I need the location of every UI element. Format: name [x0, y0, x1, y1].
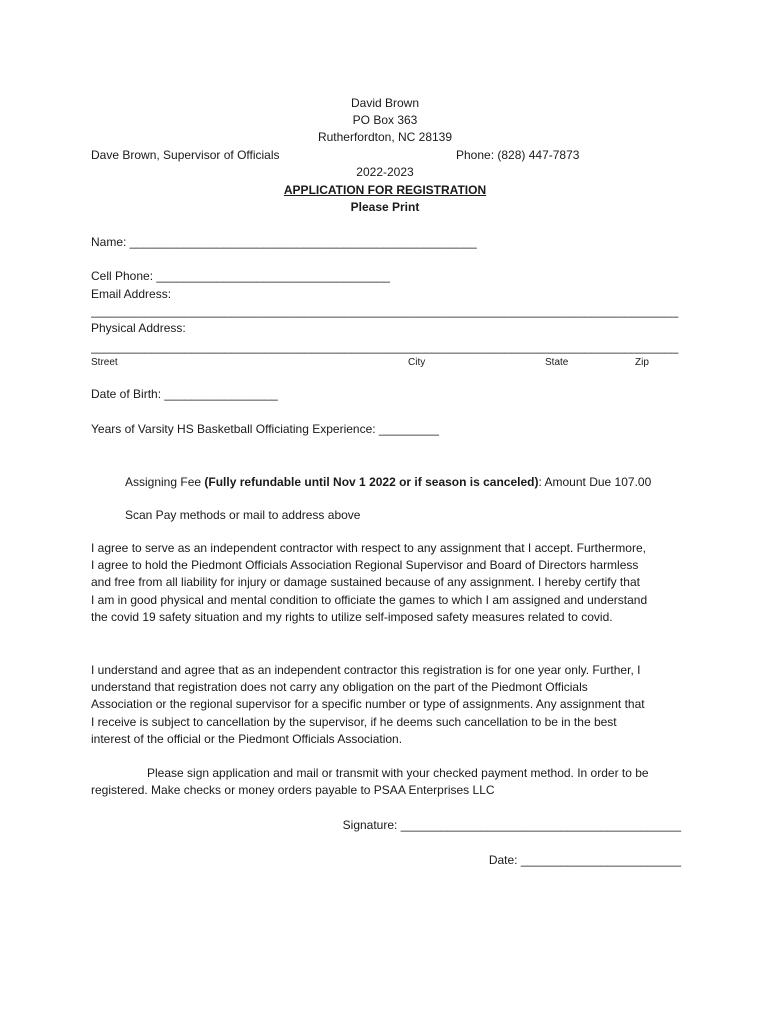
- date-field[interactable]: Date: ________________________: [488, 853, 681, 867]
- experience-field[interactable]: Years of Varsity HS Basketball Officiating Experience: _________: [91, 422, 439, 436]
- instructions-line-2: registered. Make checks or money orders payable to PSAA Enterprises LLC: [91, 783, 495, 797]
- cell-phone-field[interactable]: Cell Phone: ___________________________________: [91, 269, 390, 283]
- paragraph-line: I understand and agree that as an independent contractor this registration is for one year only. Further, I: [91, 663, 641, 677]
- zip-caption: Zip: [635, 357, 649, 368]
- signature-field[interactable]: Signature: __________________________________________: [342, 818, 681, 832]
- fee-prefix: Assigning Fee: [125, 475, 205, 489]
- assigning-fee-line: [125, 475, 651, 490]
- header-address-line2: Rutherfordton, NC 28139: [317, 130, 453, 144]
- paragraph-line: I receive is subject to cancellation by the supervisor, if he deems such cancellation to be in the best: [91, 714, 617, 729]
- paragraph-line: the covid 19 safety situation and my rights to utilize self-imposed safety measures related to covid.: [91, 609, 613, 624]
- season-label: 2022-2023: [356, 165, 414, 179]
- paragraph-line: Association or the regional supervisor for a specific number or type of assignments. Any assignment that: [91, 697, 645, 712]
- physical-address-field[interactable]: ________________________________________________________________________________________: [91, 340, 679, 354]
- paragraph-line: I agree to hold the Piedmont Officials Association Regional Supervisor and Board of Directors harmless: [91, 558, 639, 573]
- instructions-line-1: Please sign application and mail or transmit with your checked payment method. In order to be: [147, 766, 649, 780]
- date-of-birth-field[interactable]: Date of Birth: _________________: [91, 387, 278, 401]
- agreement-paragraph-2: [91, 662, 681, 748]
- form-title: APPLICATION FOR REGISTRATION: [283, 183, 487, 197]
- email-field[interactable]: ________________________________________________________________________________________: [91, 304, 679, 318]
- paragraph-line: understand that registration does not carry any obligation on the part of the Piedmont Officials: [91, 680, 588, 695]
- paragraph-line: I agree to serve as an independent contractor with respect to any assignment that I accept. Furthermore,: [91, 541, 646, 555]
- paragraph-line: and free from all liability for injury or damage sustained because of any assignment. I hereby certify that: [91, 575, 640, 590]
- form-subtitle: Please Print: [350, 200, 420, 214]
- supervisor-label: Dave Brown, Supervisor of Officials: [91, 148, 280, 162]
- payment-methods: Scan Pay methods or mail to address above: [125, 508, 361, 522]
- paragraph-line: I am in good physical and mental condition to officiate the games to which I am assigned and understand: [91, 592, 648, 607]
- header-name: David Brown: [350, 96, 420, 110]
- header-address-line1: PO Box 363: [352, 113, 418, 127]
- paragraph-line: interest of the official or the Piedmont Officials Association.: [91, 731, 403, 746]
- city-caption: City: [408, 357, 426, 368]
- fee-amount: : Amount Due 107.00: [538, 475, 652, 489]
- street-caption: Street: [91, 357, 118, 368]
- fee-refund-terms: (Fully refundable until Nov 1 2022 or if season is canceled): [204, 475, 539, 489]
- agreement-paragraph-1: [91, 540, 681, 626]
- phone-number: Phone: (828) 447-7873: [456, 148, 580, 162]
- state-caption: State: [545, 357, 569, 368]
- email-label: Email Address:: [91, 287, 172, 301]
- physical-address-label: Physical Address:: [91, 321, 186, 335]
- name-field[interactable]: Name: ____________________________________________________: [91, 235, 477, 249]
